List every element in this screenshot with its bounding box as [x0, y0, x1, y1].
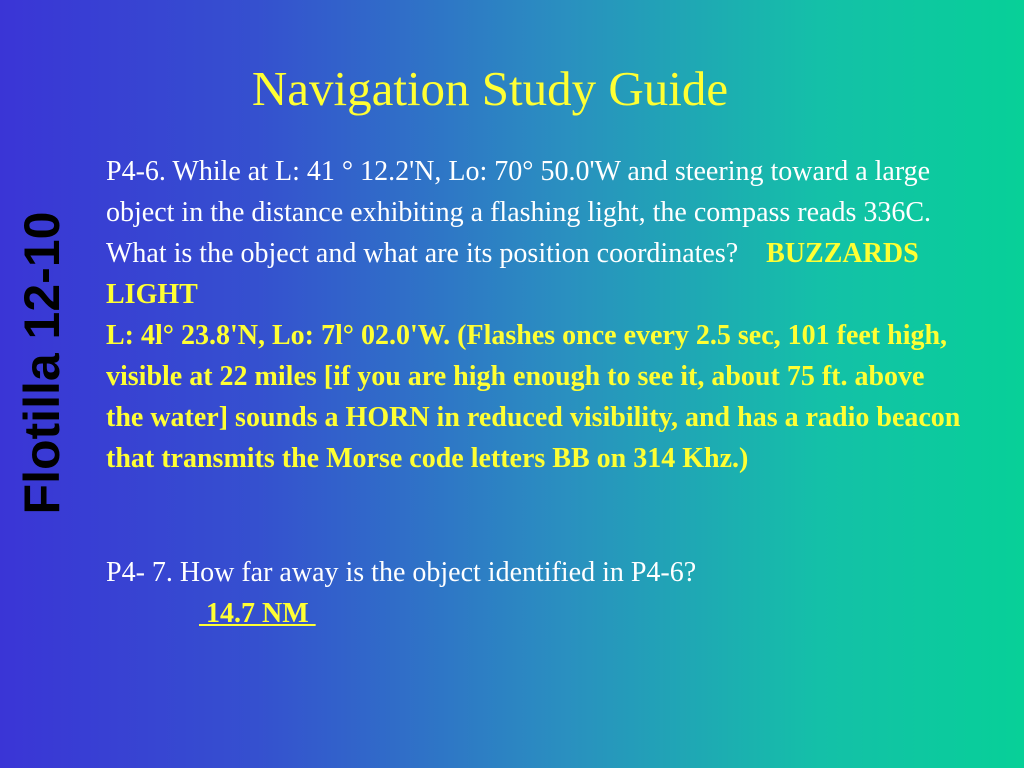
question-p4-6	[106, 151, 966, 479]
question-p4-6-prompt: P4-6. While at L: 41 ° 12.2'N, Lo: 70° 50.0'W and steering toward a large object in the distance exhibiting a flashing light, the compass reads 336C. What is the object and what are its position coordinates?	[106, 156, 932, 269]
answer-p4-6-name: BUZZARDS LIGHT	[106, 238, 919, 310]
page-title: Navigation Study Guide	[251, 61, 729, 116]
question-p4-7-prompt: P4- 7. How far away is the object identified in P4-6?	[106, 557, 697, 588]
answer-p4-7: 14.7 NM	[199, 598, 316, 629]
question-p4-7	[106, 552, 966, 593]
side-label: Flotilla 12-10	[14, 211, 70, 515]
answer-p4-6-detail: L: 4l° 23.8'N, Lo: 7l° 02.0'W. (Flashes once every 2.5 sec, 101 feet high, visible at 22 miles [if you are high enough to see it, about 75 ft. above the water] sounds a HORN in reduced visibility, and has a radio beacon that transmits the Morse code letters BB on 314 Khz.)	[106, 320, 961, 474]
